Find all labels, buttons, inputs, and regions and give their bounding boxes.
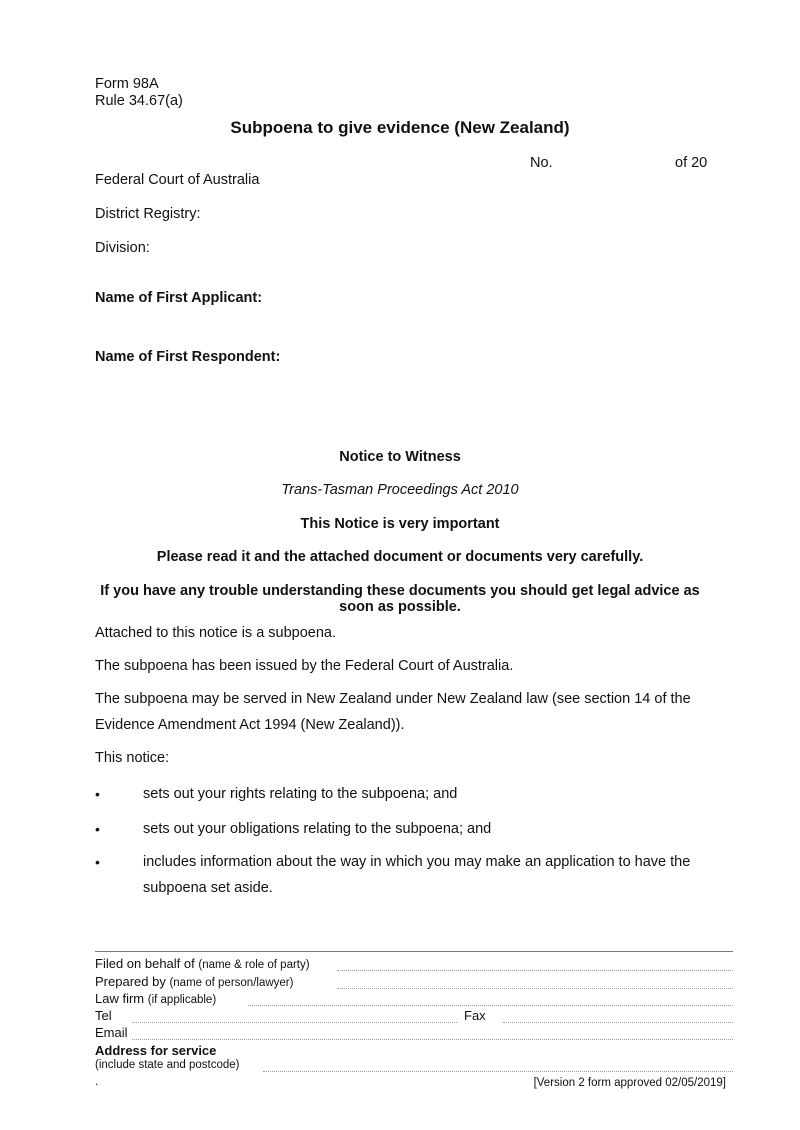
rule-reference: Rule 34.67(a) — [95, 93, 183, 109]
tel-label: Tel — [95, 1008, 112, 1023]
prepared-by-hint: (name of person/lawyer) — [169, 977, 294, 989]
tel-field[interactable] — [132, 1022, 457, 1023]
court-name: Federal Court of Australia — [95, 172, 260, 188]
filed-on-behalf-field[interactable] — [337, 970, 733, 971]
version-note: [Version 2 form approved 02/05/2019] — [533, 1077, 726, 1089]
email-label: Email — [95, 1025, 128, 1040]
important-notice: This Notice is very important — [300, 516, 500, 532]
footer-dot: . — [95, 1074, 99, 1088]
case-year-label: of 20 — [675, 155, 708, 171]
law-firm-hint: (if applicable) — [147, 994, 217, 1006]
division-label: Division: — [95, 240, 150, 256]
case-no-label: No. — [530, 155, 553, 171]
page-title: Subpoena to give evidence (New Zealand) — [230, 118, 570, 137]
act-title: Trans-Tasman Proceedings Act 2010 — [281, 482, 519, 498]
form-number: Form 98A — [95, 76, 159, 92]
paragraph-issued: The subpoena has been issued by the Federal Court of Australia. — [95, 658, 514, 674]
bullet-marker: • — [95, 821, 100, 837]
notice-heading: Notice to Witness — [339, 449, 461, 465]
bullet-item-set-aside: includes information about the way in which you may make an application to have the — [143, 854, 691, 870]
read-carefully-notice: Please read it and the attached document or documents very carefully. — [156, 549, 644, 565]
legal-advice-notice-line1: If you have any trouble understanding these documents you should get legal advice as — [100, 583, 700, 599]
legal-advice-notice-line2: soon as possible. — [339, 599, 461, 615]
filed-on-behalf-text: Filed on behalf of — [95, 956, 195, 971]
first-respondent-label: Name of First Respondent: — [95, 349, 281, 365]
bullet-item-obligations: sets out your obligations relating to the subpoena; and — [143, 821, 492, 837]
filed-on-behalf-label — [95, 956, 310, 971]
paragraph-served-line1: The subpoena may be served in New Zealand under New Zealand law (see section 14 of the — [95, 691, 691, 707]
address-for-service-label: Address for service — [95, 1043, 217, 1058]
address-for-service-field[interactable] — [263, 1071, 733, 1072]
email-field[interactable] — [132, 1039, 733, 1040]
footer-divider — [95, 951, 733, 952]
bullet-item-set-aside-continued: subpoena set aside. — [143, 880, 273, 896]
bullet-marker: • — [95, 786, 100, 802]
district-registry-label: District Registry: — [95, 206, 201, 222]
filed-on-behalf-hint: (name & role of party) — [198, 959, 310, 971]
prepared-by-field[interactable] — [337, 988, 733, 989]
bullet-marker: • — [95, 854, 100, 870]
prepared-by-text: Prepared by — [95, 974, 166, 989]
bullet-item-rights: sets out your rights relating to the subpoena; and — [143, 786, 458, 802]
first-applicant-label: Name of First Applicant: — [95, 290, 263, 306]
address-for-service-hint: (include state and postcode) — [95, 1059, 240, 1071]
fax-label: Fax — [464, 1008, 486, 1023]
law-firm-field[interactable] — [248, 1005, 733, 1006]
paragraph-this-notice: This notice: — [95, 750, 170, 766]
prepared-by-label — [95, 974, 293, 989]
paragraph-served-line2: Evidence Amendment Act 1994 (New Zealand)). — [95, 717, 405, 733]
paragraph-attached: Attached to this notice is a subpoena. — [95, 625, 337, 641]
law-firm-label — [95, 991, 216, 1006]
law-firm-text: Law firm — [95, 991, 145, 1006]
fax-field[interactable] — [503, 1022, 733, 1023]
